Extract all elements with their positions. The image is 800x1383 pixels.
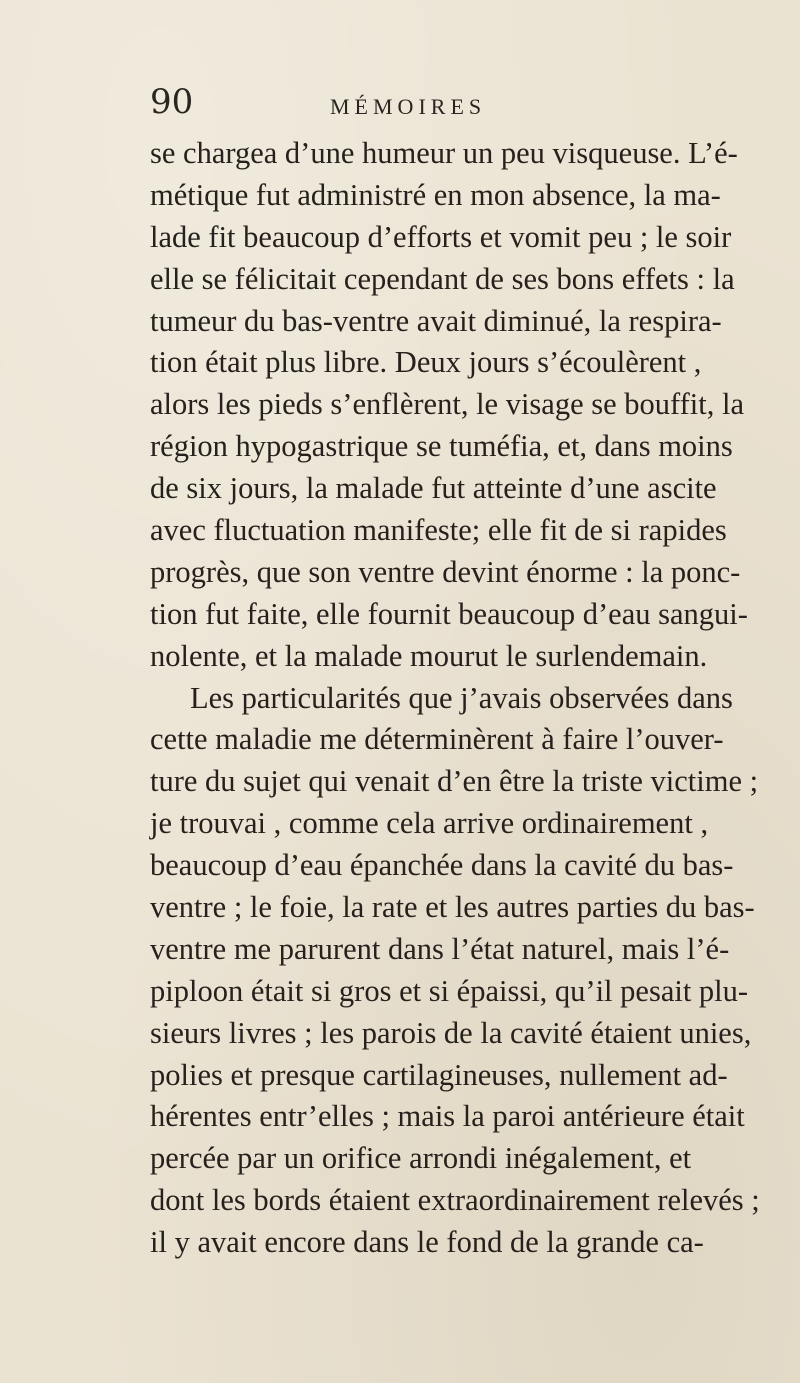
running-head: MÉMOIRES <box>330 94 487 119</box>
text-line: métique fut administré en mon absence, la ma- <box>150 177 721 212</box>
text-line: hérentes entr’elles ; mais la paroi antérieure était <box>150 1099 745 1134</box>
text-line: de six jours, la malade fut atteinte d’une ascite <box>150 471 717 506</box>
text-line: polies et presque cartilagineuses, nullement ad- <box>150 1057 728 1092</box>
text-line: se chargea d’une humeur un peu visqueuse. L’é- <box>150 136 738 170</box>
text-line: lade fit beaucoup d’efforts et vomit peu ; le soir <box>150 219 732 254</box>
page-number: 90 <box>150 82 194 122</box>
text-line: piploon était si gros et si épaissi, qu’il pesait plu- <box>150 973 749 1008</box>
text-line: progrès, que son ventre devint énorme : la ponc- <box>150 554 741 589</box>
text-line: beaucoup d’eau épanchée dans la cavité du bas- <box>150 848 734 883</box>
text-line: tumeur du bas-ventre avait diminué, la respira- <box>150 303 722 338</box>
text-line: tion était plus libre. Deux jours s’écoulèrent , <box>150 345 702 380</box>
text-line: ventre ; le foie, la rate et les autres parties du bas- <box>150 890 755 925</box>
text-line: ventre me parurent dans l’état naturel, mais l’é- <box>150 931 730 966</box>
text-line: elle se félicitait cependant de ses bons effets : la <box>150 261 735 296</box>
text-line: sieurs livres ; les parois de la cavité étaient unies, <box>150 1015 752 1050</box>
text-line: nolente, et la malade mourut le surlendemain. <box>150 638 708 673</box>
text-line: percée par un orifice arrondi inégalement, et <box>150 1141 692 1176</box>
text-line: avec fluctuation manifeste; elle fit de si rapides <box>150 513 727 548</box>
text-line: tion fut faite, elle fournit beaucoup d’eau sangui- <box>150 596 748 631</box>
text-line: dont les bords étaient extraordinairement relevés ; <box>150 1183 760 1218</box>
text-line: région hypogastrique se tuméfia, et, dans moins <box>150 429 733 464</box>
text-line: cette maladie me déterminèrent à faire l’ouver- <box>150 722 724 757</box>
body-text <box>150 133 760 1264</box>
text-line: alors les pieds s’enflèrent, le visage se bouffit, la <box>150 387 745 422</box>
text-line: Les particularités que j’avais observées dans <box>190 680 733 715</box>
page-header <box>150 80 670 130</box>
text-line: ture du sujet qui venait d’en être la triste victime ; <box>150 764 759 799</box>
text-line: je trouvai , comme cela arrive ordinairement , <box>150 806 709 841</box>
text-line: il y avait encore dans le fond de la grande ca- <box>150 1225 704 1260</box>
